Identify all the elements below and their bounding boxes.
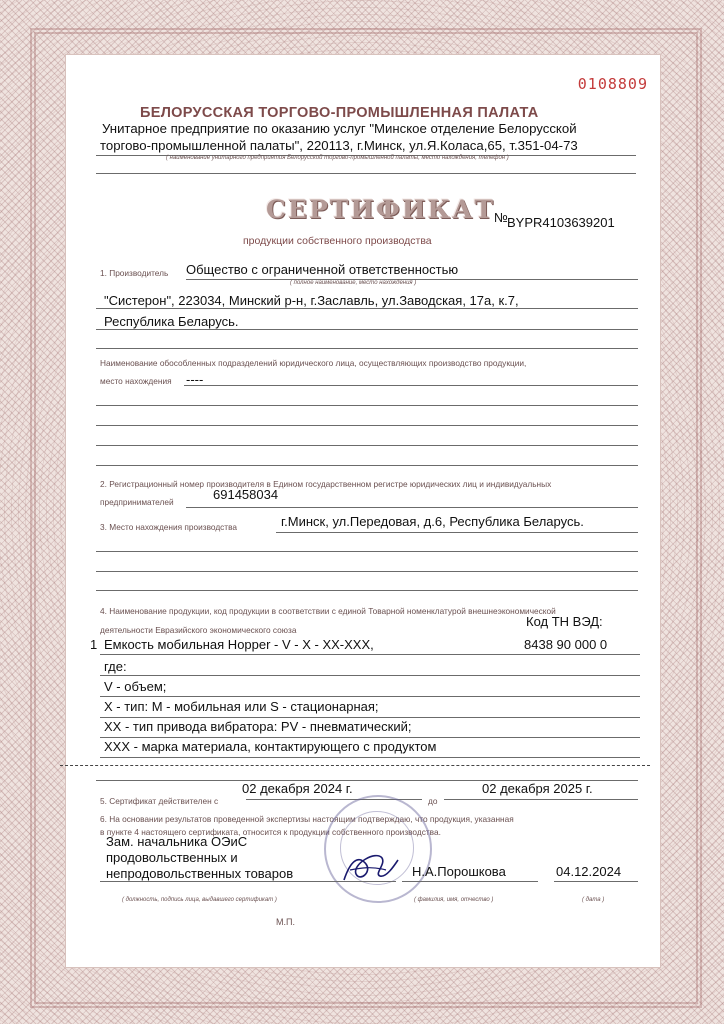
subdivisions-underline-4 — [96, 445, 638, 446]
producer-label: 1. Производитель — [100, 268, 169, 278]
product-underline-6 — [100, 757, 640, 758]
registration-label-1: 2. Регистрационный номер производителя в Едином государственном регистре юридических лиц и индивидуальных — [100, 479, 552, 489]
issuer-underline-2 — [96, 173, 636, 174]
subdivisions-underline-3 — [96, 425, 638, 426]
signer-position-line-1: Зам. начальника ОЭиС — [106, 834, 248, 849]
product-underline-2 — [100, 675, 640, 676]
signer-position-line-2: продовольственных и — [106, 850, 238, 865]
subdivisions-underline-5 — [96, 465, 638, 466]
signer-position-line-3: непродовольственных товаров — [106, 866, 294, 881]
seal-place-mark: М.П. — [276, 917, 295, 927]
registration-number: 691458034 — [213, 487, 279, 502]
producer-line-2: "Систерон", 223034, Минский р-н, г.Заславль, ул.Заводская, 17а, к.7, — [104, 293, 519, 308]
product-item-number: 1 — [90, 637, 98, 652]
product-code: 8438 90 000 0 — [524, 637, 608, 652]
registration-underline — [186, 507, 638, 508]
certificate-number-prefix: № — [494, 210, 508, 225]
subdivisions-underline-1 — [184, 385, 638, 386]
product-line-2: V - объем; — [104, 679, 167, 694]
validity-to-date: 02 декабря 2025 г. — [482, 781, 593, 796]
issuer-caption: ( наименование унитарного предприятия Белорусской торгово-промышленной палаты, место нахождения, телефон ) — [166, 155, 509, 161]
validity-to-label: до — [428, 796, 438, 806]
product-underline-1 — [100, 654, 640, 655]
product-line-4: XX - тип привода вибратора: PV - пневматический; — [104, 719, 412, 734]
signer-name: Н.А.Порошкова — [412, 864, 506, 879]
production-site-underline-1 — [276, 532, 638, 533]
chamber-name: БЕЛОРУССКАЯ ТОРГОВО-ПРОМЫШЛЕННАЯ ПАЛАТА — [140, 105, 539, 121]
product-code-header: Код ТН ВЭД: — [526, 614, 603, 629]
subdivisions-underline-2 — [96, 405, 638, 406]
signer-name-caption: ( фамилия, имя, отчество ) — [414, 897, 494, 903]
certificate-subtitle: продукции собственного производства — [243, 235, 432, 247]
product-line-5: XXX - марка материала, контактирующего с продуктом — [104, 739, 437, 754]
certificate-number: BYPR4103639201 — [507, 215, 615, 230]
certificate-title: СЕРТИФИКАТ — [266, 195, 496, 224]
producer-line-3: Республика Беларусь. — [104, 314, 239, 329]
product-underline-5 — [100, 737, 640, 738]
production-site-value: г.Минск, ул.Передовая, д.6, Республика Беларусь. — [281, 514, 584, 529]
signature-date: 04.12.2024 — [556, 864, 622, 879]
product-end-dashed-line — [60, 765, 650, 766]
product-label-2: деятельности Евразийского экономического союза — [100, 625, 297, 635]
signature-date-underline — [554, 881, 638, 882]
signer-position-underline — [100, 881, 396, 882]
signer-position-caption: ( должность, подпись лица, выдавшего сертификат ) — [122, 897, 277, 903]
issuer-line-1: Унитарное предприятие по оказанию услуг "Минское отделение Белорусской — [102, 121, 577, 136]
product-underline-3 — [100, 696, 640, 697]
validity-from-date: 02 декабря 2024 г. — [242, 781, 353, 796]
producer-line-1: Общество с ограниченной ответственностью — [186, 262, 459, 277]
issuer-line-2: торгово-промышленной палаты", 220113, г.Минск, ул.Я.Коласа,65, т.351-04-73 — [100, 138, 578, 153]
conclusion-line-1: 6. На основании результатов проведенной экспертизы настоящим подтверждаю, что продукция, указанная — [100, 814, 514, 824]
production-site-underline-2 — [96, 551, 638, 552]
production-site-underline-4 — [96, 590, 638, 591]
signature-date-caption: ( дата ) — [582, 897, 605, 903]
producer-caption: ( полное наименование, место нахождения ) — [290, 280, 417, 286]
signature-mark — [336, 840, 406, 890]
validity-to-underline — [444, 799, 638, 800]
producer-underline-3 — [96, 329, 638, 330]
product-line-3: X - тип: M - мобильная или S - стационарная; — [104, 699, 379, 714]
producer-underline-2 — [96, 308, 638, 309]
subdivisions-label-1: Наименование обособленных подразделений юридического лица, осуществляющих производство продукции, — [100, 358, 527, 368]
registration-label-2: предпринимателей — [100, 497, 174, 507]
product-name: Емкость мобильная Hopper - V - X - XX-XXX, — [104, 637, 374, 652]
serial-number: 0108809 — [577, 75, 648, 93]
signer-name-underline — [402, 881, 538, 882]
validity-label: 5. Сертификат действителен с — [100, 796, 219, 806]
production-site-underline-3 — [96, 571, 638, 572]
subdivisions-label-2: место нахождения — [100, 376, 172, 386]
producer-underline-4 — [96, 348, 638, 349]
production-site-label: 3. Место нахождения производства — [100, 522, 238, 532]
conclusion-line-2: в пункте 4 настоящего сертификата, относится к продукции собственного производства. — [100, 827, 441, 837]
subdivisions-value: ---- — [186, 372, 204, 387]
certificate-sheet — [66, 55, 660, 967]
product-label-1: 4. Наименование продукции, код продукции в соответствии с единой Товарной номенклатурой внешнеэкономической — [100, 606, 556, 616]
product-underline-4 — [100, 717, 640, 718]
product-line-1: где: — [104, 659, 127, 674]
